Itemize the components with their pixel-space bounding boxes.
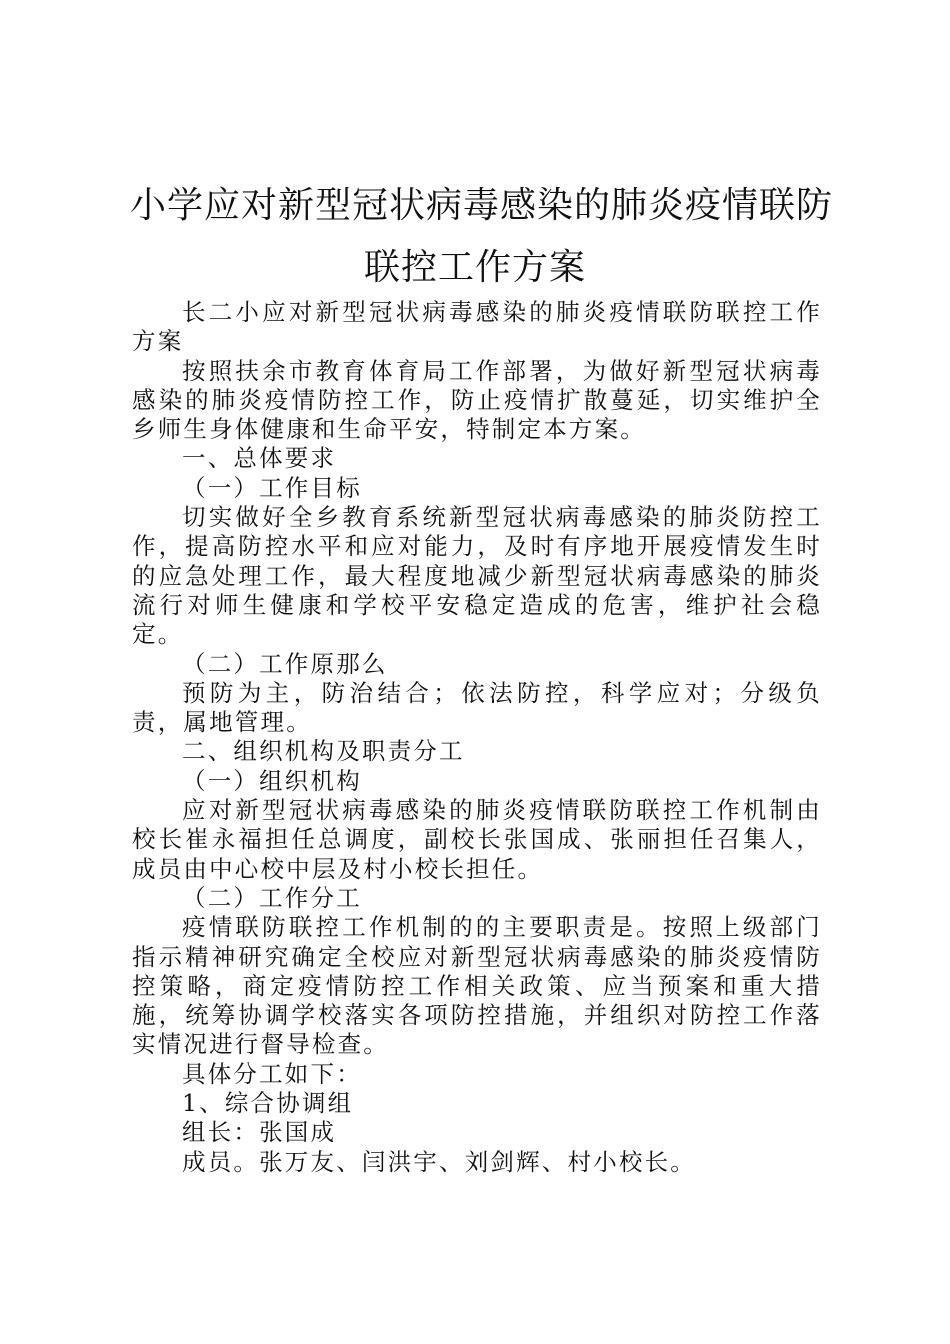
heading-organization: 二、组织机构及职责分工 bbox=[182, 737, 465, 766]
heading-general-requirements: 一、总体要求 bbox=[182, 444, 337, 473]
subheading-organization-structure: （一）组织机构 bbox=[182, 766, 362, 795]
paragraph-plan-name: 长二小应对新型冠状病毒感染的肺炎疫情联防联控工作方案 bbox=[132, 298, 822, 356]
document-title-line-1: 小学应对新型冠状病毒感染的肺炎疫情联防 bbox=[130, 185, 834, 226]
subheading-work-goals: （一）工作目标 bbox=[182, 473, 362, 502]
paragraph-specific-division: 具体分工如下： bbox=[182, 1059, 362, 1088]
paragraph-group-members: 成员。张万友、闫洪宇、刘剑辉、村小校长。 bbox=[182, 1147, 696, 1176]
paragraph-intro: 按照扶余市教育体育局工作部署，为做好新型冠状病毒感染的肺炎疫情防控工作，防止疫情扩散蔓延，切实维护全乡师生身体健康和生命平安，特制定本方案。 bbox=[132, 356, 822, 444]
paragraph-division-of-work: 疫情联防联控工作机制的的主要职责是。按照上级部门指示精神研究确定全校应对新型冠状病毒感染的肺炎疫情防控策略，商定疫情防控工作相关政策、应当预案和重大措施，统筹协调学校落实各项防控措施，并组织对防控工作落实情况进行督导检查。 bbox=[132, 913, 822, 1059]
paragraph-group-leader: 组长：张国成 bbox=[182, 1118, 337, 1147]
document-title-line-2: 联控工作方案 bbox=[363, 247, 586, 288]
subheading-coordination-group: 1、综合协调组 bbox=[182, 1089, 354, 1118]
subheading-work-principles: （二）工作原那么 bbox=[182, 649, 388, 678]
document-body bbox=[132, 298, 822, 1177]
paragraph-work-principles: 预防为主，防治结合；依法防控，科学应对；分级负责，属地管理。 bbox=[132, 678, 822, 737]
paragraph-organization-structure: 应对新型冠状病毒感染的肺炎疫情联防联控工作机制由校长崔永福担任总调度，副校长张国成、张丽担任召集人，成员由中心校中层及村小校长担任。 bbox=[132, 796, 822, 883]
subheading-division-of-work: （二）工作分工 bbox=[182, 883, 362, 912]
paragraph-work-goals: 切实做好全乡教育系统新型冠状病毒感染的肺炎防控工作，提高防控水平和应对能力，及时有序地开展疫情发生时的应急处理工作，最大程度地减少新型冠状病毒感染的肺炎流行对师生健康和学校平安稳定造成的危害，维护社会稳定。 bbox=[132, 503, 822, 649]
